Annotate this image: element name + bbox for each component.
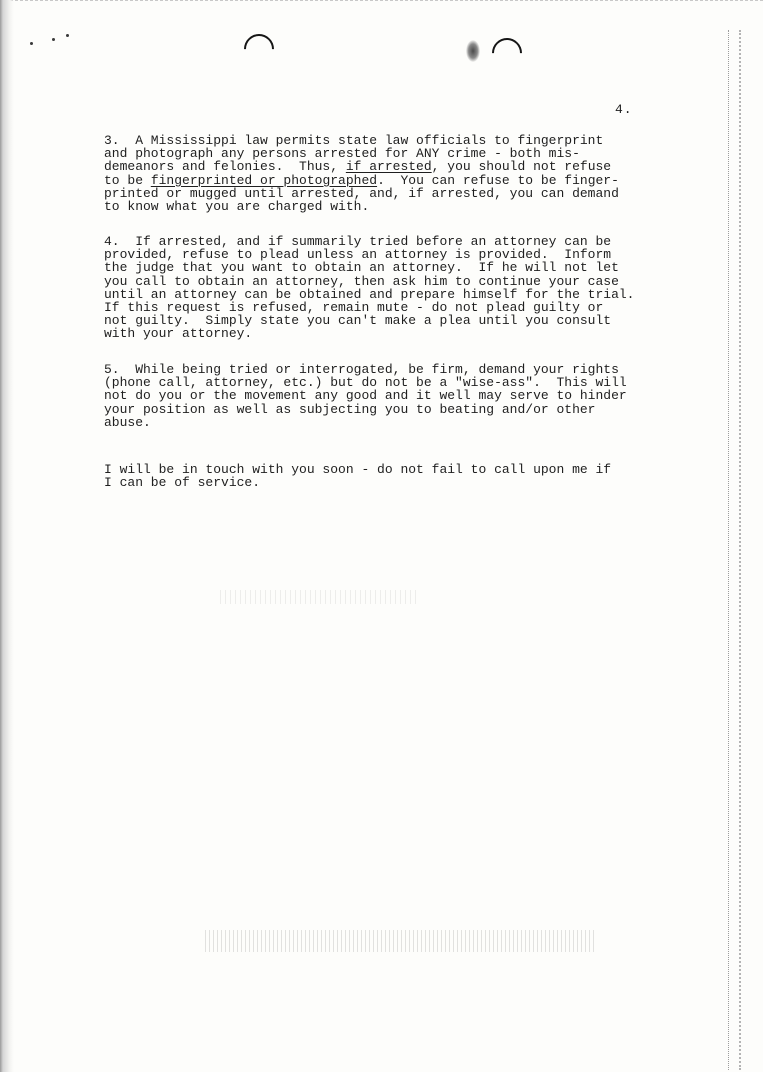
paragraph-5-line: your position as well as subjecting you to beating and/or other: [104, 401, 596, 417]
paragraph-3-line: , you should not refuse: [431, 159, 612, 175]
paragraph-5: [104, 363, 694, 429]
scan-speck: [66, 34, 69, 37]
punch-hole-left: [238, 28, 280, 70]
paragraph-5-line: abuse.: [104, 414, 151, 430]
scan-speck: [52, 38, 55, 41]
paragraph-3-line: . You can refuse to be finger-: [377, 172, 619, 188]
paragraph-4-line: with your attorney.: [104, 326, 253, 342]
paragraph-3-line: printed or mugged until arrested, and, if arrested, you can demand: [104, 185, 619, 201]
closing-remark: [104, 463, 694, 489]
paragraph-4-line: until an attorney can be obtained and prepare himself for the trial.: [104, 286, 635, 302]
paragraph-4-line: not guilty. Simply state you can't make a plea until you consult: [104, 313, 612, 329]
emphasis-if-arrested: if arrested: [345, 159, 432, 175]
scan-top-border: [0, 0, 763, 1]
scan-speck: [30, 42, 33, 45]
paragraph-4-line: If this request is refused, remain mute - do not plead guilty or: [104, 300, 604, 316]
paragraph-5-line: not do you or the movement any good and it well may serve to hinder: [104, 388, 627, 404]
scan-noise: [220, 590, 420, 604]
paragraph-4-line: the judge that you want to obtain an attorney. If he will not let: [104, 260, 619, 276]
paragraph-5-line: (phone call, attorney, etc.) but do not be a "wise-ass". This will: [104, 375, 627, 391]
paragraph-5-line: 5. While being tried or interrogated, be firm, demand your rights: [104, 362, 619, 377]
closing-line: I can be of service.: [104, 475, 261, 491]
scan-left-edge: [0, 0, 14, 1072]
scan-right-edge: [728, 30, 741, 1070]
paragraph-3-line: demeanors and felonies. Thus,: [104, 159, 346, 175]
closing-line: I will be in touch with you soon - do not fail to call upon me if: [104, 462, 612, 477]
scan-noise: [205, 930, 595, 952]
page-number: 4.: [615, 102, 633, 117]
paragraph-4-line: you call to obtain an attorney, then ask him to continue your case: [104, 273, 619, 289]
punch-hole-smudge: [466, 40, 480, 62]
paragraph-3-line: to be: [104, 172, 151, 188]
paragraph-4-line: provided, refuse to plead unless an attorney is provided. Inform: [104, 247, 612, 263]
paragraph-3-line: 3. A Mississippi law permits state law officials to fingerprint: [104, 133, 604, 148]
paragraph-3-line: to know what you are charged with.: [104, 199, 370, 215]
punch-hole-right: [486, 32, 528, 74]
paragraph-4-line: 4. If arrested, and if summarily tried before an attorney can be: [104, 234, 612, 249]
emphasis-fingerprinted: fingerprinted or photographed: [150, 172, 378, 188]
paragraph-3: [104, 134, 694, 213]
paragraph-4: [104, 235, 694, 341]
paragraph-3-line: and photograph any persons arrested for ANY crime - both mis-: [104, 146, 580, 162]
